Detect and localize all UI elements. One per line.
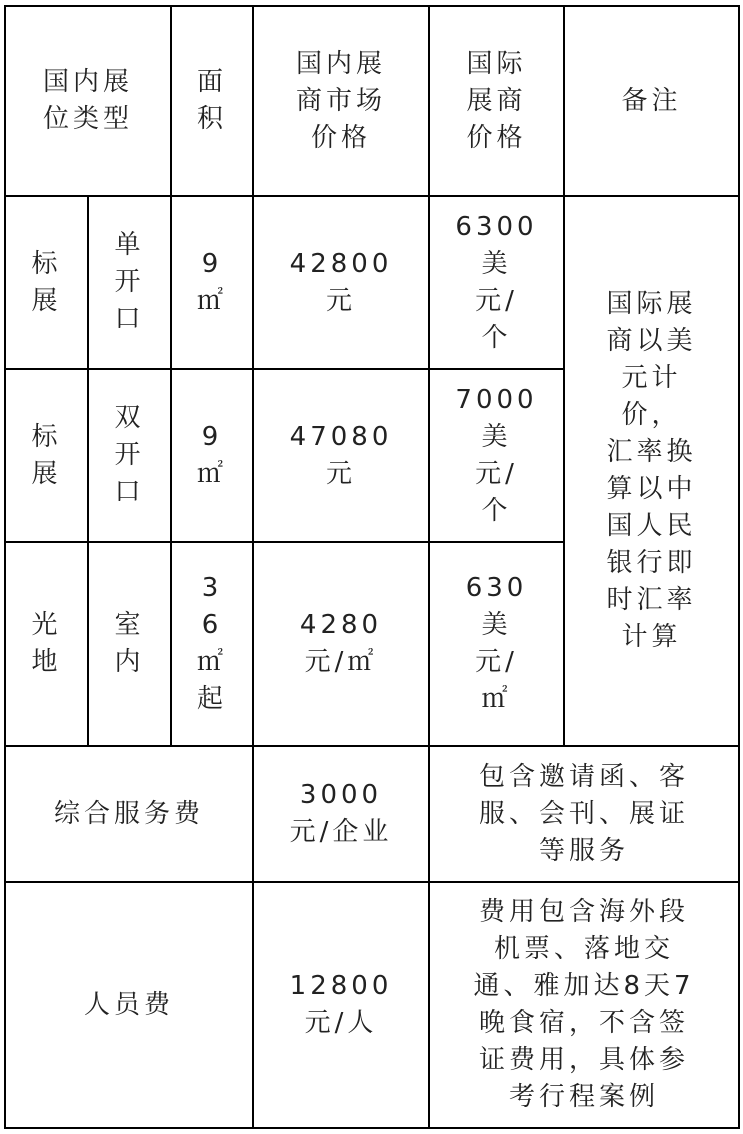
booth-area: 9 ㎡: [171, 196, 253, 369]
domestic-price: 42800 元: [253, 196, 429, 369]
booth-type-main: 标 展: [5, 196, 88, 369]
intl-price: 7000 美 元/ 个: [429, 369, 564, 542]
personnel-fee-price: 12800 元/人: [253, 882, 429, 1128]
service-fee-label: 综合服务费: [5, 746, 253, 882]
booth-type-main: 光 地: [5, 542, 88, 746]
header-row: [5, 6, 739, 196]
booth-type-main: 标 展: [5, 369, 88, 542]
table-row: [5, 196, 739, 369]
booth-area: 9 ㎡: [171, 369, 253, 542]
intl-price: 630 美 元/ ㎡: [429, 542, 564, 746]
intl-price: 6300 美 元/ 个: [429, 196, 564, 369]
header-intl-price: 国际 展商 价格: [429, 6, 564, 196]
service-fee-remark: 包含邀请函、客 服、会刊、展证 等服务: [429, 746, 739, 882]
service-fee-price: 3000 元/企业: [253, 746, 429, 882]
header-booth-type: 国内展 位类型: [5, 6, 171, 196]
personnel-fee-label: 人员费: [5, 882, 253, 1128]
booth-type-sub: 单 开 口: [88, 196, 171, 369]
header-domestic-price: 国内展 商市场 价格: [253, 6, 429, 196]
personnel-fee-remark: 费用包含海外段 机票、落地交 通、雅加达8天7 晚食宿，不含签 证费用，具体参 考行程案例: [429, 882, 739, 1128]
personnel-fee-row: [5, 882, 739, 1128]
header-remarks: 备注: [564, 6, 739, 196]
service-fee-row: [5, 746, 739, 882]
header-area: 面 积: [171, 6, 253, 196]
domestic-price: 4280 元/㎡: [253, 542, 429, 746]
domestic-price: 47080 元: [253, 369, 429, 542]
price-table: [4, 5, 740, 1129]
shared-remark: 国际展 商以美 元计 价， 汇率换 算以中 国人民 银行即 时汇率 计算: [564, 196, 739, 746]
booth-type-sub: 室 内: [88, 542, 171, 746]
booth-type-sub: 双 开 口: [88, 369, 171, 542]
booth-area: 3 6 ㎡ 起: [171, 542, 253, 746]
